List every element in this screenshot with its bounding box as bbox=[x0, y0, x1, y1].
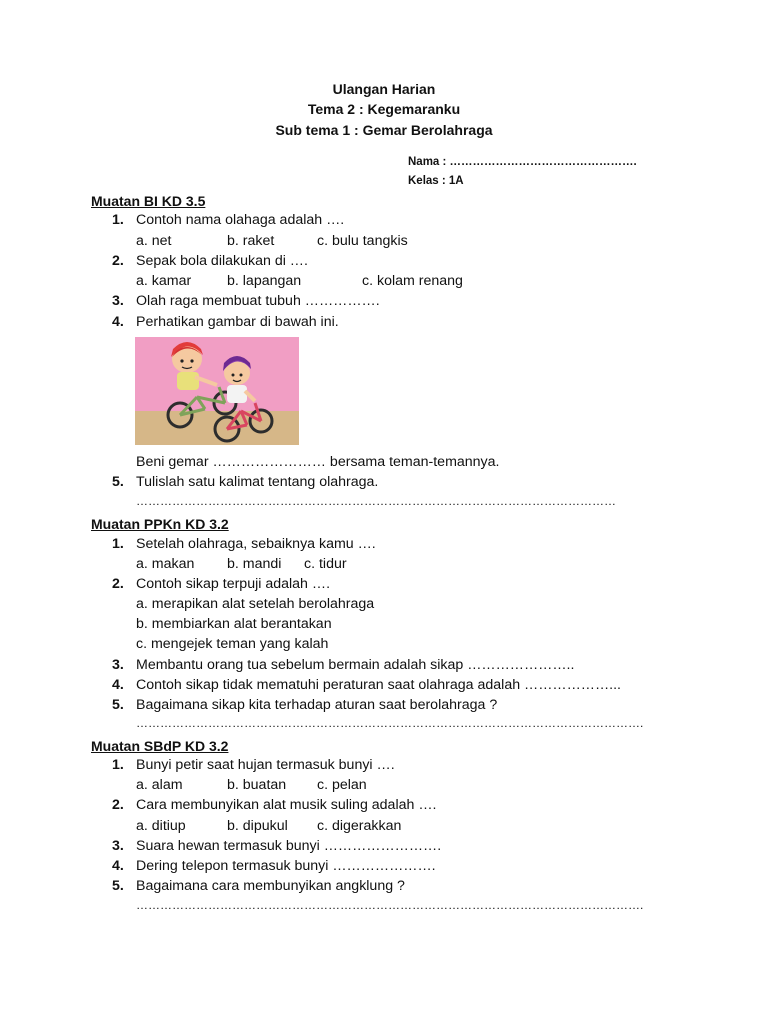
question-number: 5. bbox=[112, 878, 124, 894]
worksheet-subtheme: Sub tema 1 : Gemar Berolahraga bbox=[275, 122, 493, 138]
question-text: Perhatikan gambar di bawah ini. bbox=[136, 314, 339, 330]
question-number: 5. bbox=[112, 474, 124, 490]
question-text: Contoh nama olahaga adalah …. bbox=[136, 212, 345, 228]
answer-line: ………………………………………………………………………………………………………………. bbox=[136, 716, 644, 730]
question-number: 4. bbox=[112, 858, 124, 874]
question-text: Suara hewan termasuk bunyi ……………………. bbox=[136, 838, 442, 854]
question-number: 1. bbox=[112, 757, 124, 773]
question-text: Bagaimana sikap kita terhadap aturan saat berolahraga ? bbox=[136, 697, 498, 713]
answer-line: ………………………………………………………………………………………………………… bbox=[136, 494, 616, 508]
option-c: c. kolam renang bbox=[362, 273, 463, 289]
name-field-line: Nama : …………………………………………. bbox=[408, 156, 637, 168]
section-heading-ppkn: Muatan PPKn KD 3.2 bbox=[91, 516, 229, 532]
option-c: c. pelan bbox=[317, 777, 367, 793]
option-b: b. dipukul bbox=[227, 818, 288, 834]
question-text: Bagaimana cara membunyikan angklung ? bbox=[136, 878, 405, 894]
option-a: a. kamar bbox=[136, 273, 192, 289]
answer-line: ………………………………………………………………………………………………………………. bbox=[136, 898, 644, 912]
question-number: 3. bbox=[112, 293, 124, 309]
question-number: 2. bbox=[112, 253, 124, 269]
question-number: 1. bbox=[112, 212, 124, 228]
section-heading-sbdp: Muatan SBdP KD 3.2 bbox=[91, 738, 229, 754]
question-number: 1. bbox=[112, 536, 124, 552]
option-c: c. tidur bbox=[304, 556, 347, 572]
children-cycling-illustration bbox=[135, 337, 299, 445]
question-text: Bunyi petir saat hujan termasuk bunyi …. bbox=[136, 757, 395, 773]
worksheet-title: Ulangan Harian bbox=[332, 81, 436, 97]
question-number: 3. bbox=[112, 838, 124, 854]
question-number: 5. bbox=[112, 697, 124, 713]
question-text: Membantu orang tua sebelum bermain adalah sikap ………………….. bbox=[136, 657, 575, 673]
class-field-line: Kelas : 1A bbox=[408, 175, 464, 187]
option-b: b. raket bbox=[227, 233, 275, 249]
question-number: 4. bbox=[112, 677, 124, 693]
option-a: a. makan bbox=[136, 556, 195, 572]
question-text: Contoh sikap tidak mematuhi peraturan saat olahraga adalah ………………... bbox=[136, 677, 621, 693]
question-text: Setelah olahraga, sebaiknya kamu …. bbox=[136, 536, 376, 552]
option-b: b. mandi bbox=[227, 556, 282, 572]
option-a: a. net bbox=[136, 233, 172, 249]
question-text: Contoh sikap terpuji adalah …. bbox=[136, 576, 331, 592]
question-number: 2. bbox=[112, 576, 124, 592]
question-text: Olah raga membuat tubuh ……………. bbox=[136, 293, 380, 309]
option-b: b. buatan bbox=[227, 777, 287, 793]
option-a: a. merapikan alat setelah berolahraga bbox=[136, 596, 375, 612]
question-number: 3. bbox=[112, 657, 124, 673]
question-number: 2. bbox=[112, 797, 124, 813]
option-b: b. membiarkan alat berantakan bbox=[136, 616, 332, 632]
option-a: a. ditiup bbox=[136, 818, 186, 834]
question-text: Sepak bola dilakukan di …. bbox=[136, 253, 308, 269]
option-c: c. bulu tangkis bbox=[317, 233, 408, 249]
worksheet-theme: Tema 2 : Kegemaranku bbox=[307, 101, 461, 117]
section-heading-bi: Muatan BI KD 3.5 bbox=[91, 193, 206, 209]
question-number: 4. bbox=[112, 314, 124, 330]
question-text: Dering telepon termasuk bunyi …………………. bbox=[136, 858, 436, 874]
question-text: Cara membunyikan alat musik suling adalah …. bbox=[136, 797, 437, 813]
question-text: Tulislah satu kalimat tentang olahraga. bbox=[136, 474, 379, 490]
option-b: b. lapangan bbox=[227, 273, 302, 289]
option-a: a. alam bbox=[136, 777, 183, 793]
question-continuation: Beni gemar …………………… bersama teman-temannya. bbox=[136, 454, 500, 470]
option-c: c. digerakkan bbox=[317, 818, 402, 834]
option-c: c. mengejek teman yang kalah bbox=[136, 636, 329, 652]
